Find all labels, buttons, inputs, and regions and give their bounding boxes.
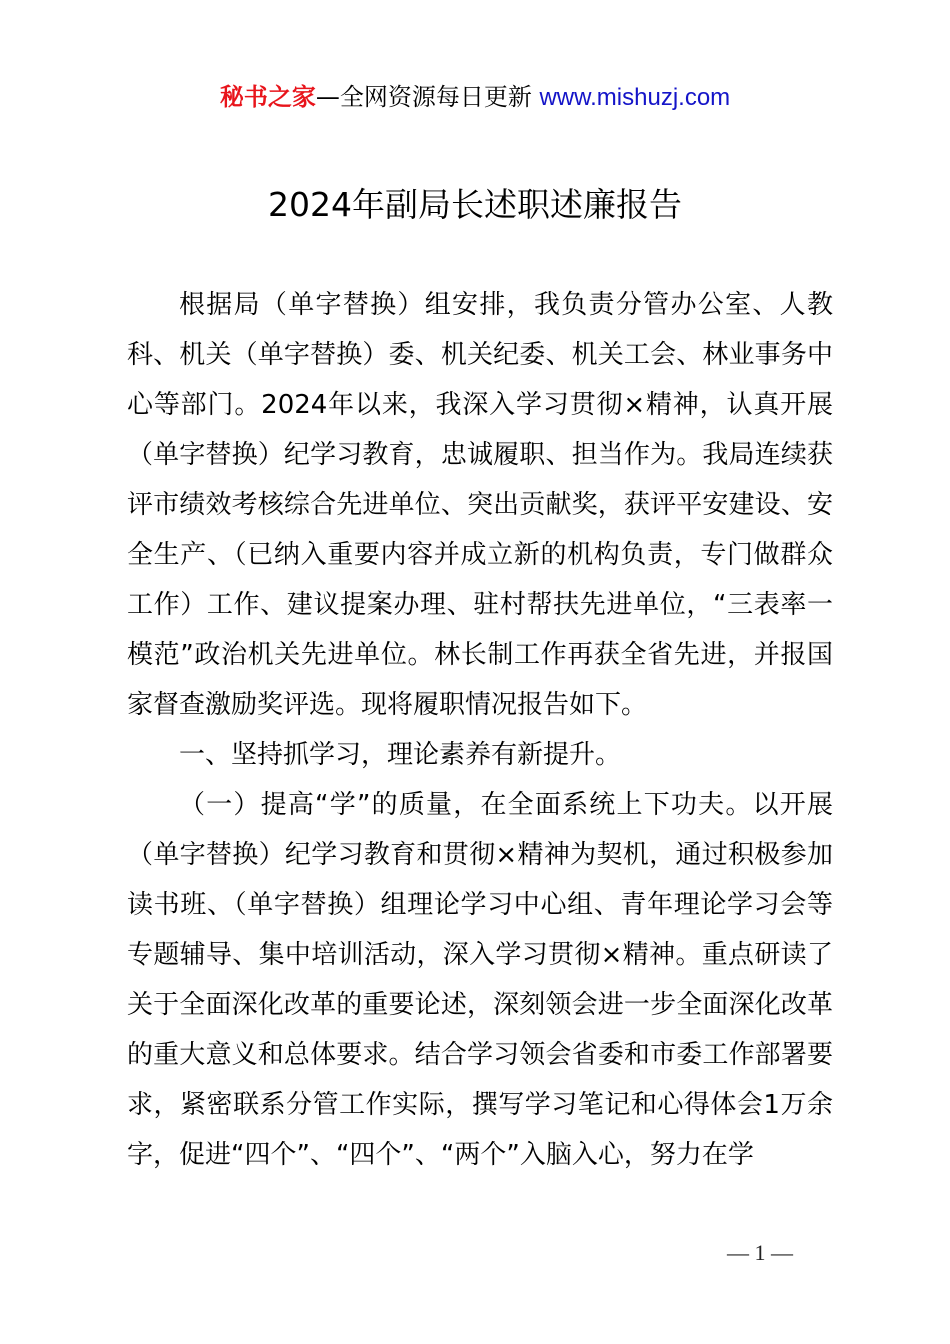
header-tagline: —全网资源每日更新 — [315, 83, 532, 111]
site-header — [0, 80, 950, 115]
section-heading-1: 一、坚持抓学习，理论素养有新提升。 — [179, 740, 622, 770]
site-url-link[interactable]: www.mishuzj.com — [539, 84, 731, 111]
paragraph-intro: 根据局（单字替换）组安排，我负责分管办公室、人教科、机关（单字替换）委、机关纪委、机关工会、林业事务中心等部门。2024年以来，我深入学习贯彻×精神，认真开展（单字替换）纪学习教育，忠诚履职、担当作为。我局连续获评市绩效考核综合先进单位、突出贡献奖，获评平安建设、安全生产、（已纳入重要内容并成立新的机构负责，专门做群众工作）工作、建议提案办理、驻村帮扶先进单位，“三表率一模范”政治机关先进单位。林长制工作再获全省先进，并报国家督查激励奖评选。现将履职情况报告如下。 — [127, 290, 833, 720]
paragraph-section-1-1: （一）提高“学”的质量，在全面系统上下功夫。以开展（单字替换）纪学习教育和贯彻×精神为契机，通过积极参加读书班、（单字替换）组理论学习中心组、青年理论学习会等专题辅导、集中培训活动，深入学习贯彻×精神。重点研读了关于全面深化改革的重要论述，深刻领会进一步全面深化改革的重大意义和总体要求。结合学习领会省委和市委工作部署要求，紧密联系分管工作实际，撰写学习笔记和心得体会1万余字，促进“四个”、“四个”、“两个”入脑入心，努力在学 — [127, 790, 833, 1170]
brand-name: 秘书之家 — [219, 83, 316, 111]
page-number: — 1 — — [727, 1240, 793, 1265]
document-body — [127, 280, 833, 1180]
document-title: 2024年副局长述职述廉报告 — [268, 185, 682, 224]
